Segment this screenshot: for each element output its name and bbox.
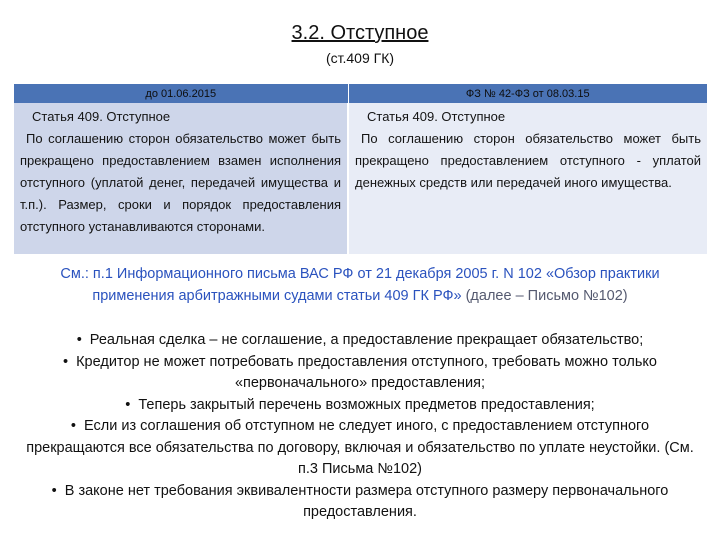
reference-suffix: (далее – Письмо №102): [461, 288, 628, 304]
list-item-text: Если из соглашения об отступном не следует иного, с предоставлением отступного прекращаются все обязательства по договору, включая и обязательство по уплате неустойки. (См. п.3 Письма №102): [26, 418, 694, 477]
bullet-icon: •: [125, 396, 131, 413]
list-item: [20, 481, 700, 524]
list-item: [20, 395, 700, 417]
old-article-cell: [14, 103, 348, 254]
table-header-row: [14, 84, 707, 103]
comparison-table: [14, 84, 707, 254]
list-item: [20, 416, 700, 481]
list-item-text: В законе нет требования эквивалентности размера отступного размеру первоначального предоставления.: [64, 482, 669, 520]
reference-note: [30, 263, 690, 307]
left-column-header: до 01.06.2015: [14, 84, 348, 103]
new-article-title: Статья 409. Отступное: [367, 109, 506, 124]
old-article-title: Статья 409. Отступное: [32, 109, 171, 124]
bullet-icon: •: [76, 332, 82, 348]
list-item: [20, 330, 700, 352]
bullet-icon: •: [63, 353, 69, 370]
list-item: [20, 352, 700, 395]
bullet-icon: •: [51, 482, 57, 499]
bullet-icon: •: [70, 418, 76, 434]
new-article-cell: [348, 103, 707, 254]
slide-title: 3.2. Отступное: [291, 22, 429, 44]
slide-subtitle: (ст.409 ГК): [325, 50, 395, 66]
reference-main: См.: п.1 Информационного письма ВАС РФ от 21 декабря 2005 г. N 102 «Обзор практики применения арбитражными судами статьи 409 ГК РФ»: [60, 266, 660, 304]
right-column-header: ФЗ № 42-ФЗ от 08.03.15: [348, 84, 707, 103]
old-article-text: По соглашению сторон обязательство может быть прекращено предоставлением взамен исполнения отступного (уплатой денег, передачей имущества и т.п.). Размер, сроки и порядок предоставления отступного устанавливаются сторонами.: [20, 131, 341, 234]
list-item-text: Теперь закрытый перечень возможных предметов предоставления;: [138, 396, 595, 413]
new-article-text: По соглашению сторон обязательство может быть прекращено предоставлением отступного - уплатой денежных средств или передачей иного имущества.: [355, 131, 701, 190]
bullet-list: [20, 330, 700, 524]
list-item-text: Кредитор не может потребовать предоставления отступного, требовать можно только «первоначального» предоставления;: [76, 353, 657, 391]
list-item-text: Реальная сделка – не соглашение, а предоставление прекращает обязательство;: [89, 332, 644, 348]
table-row: [14, 103, 707, 254]
